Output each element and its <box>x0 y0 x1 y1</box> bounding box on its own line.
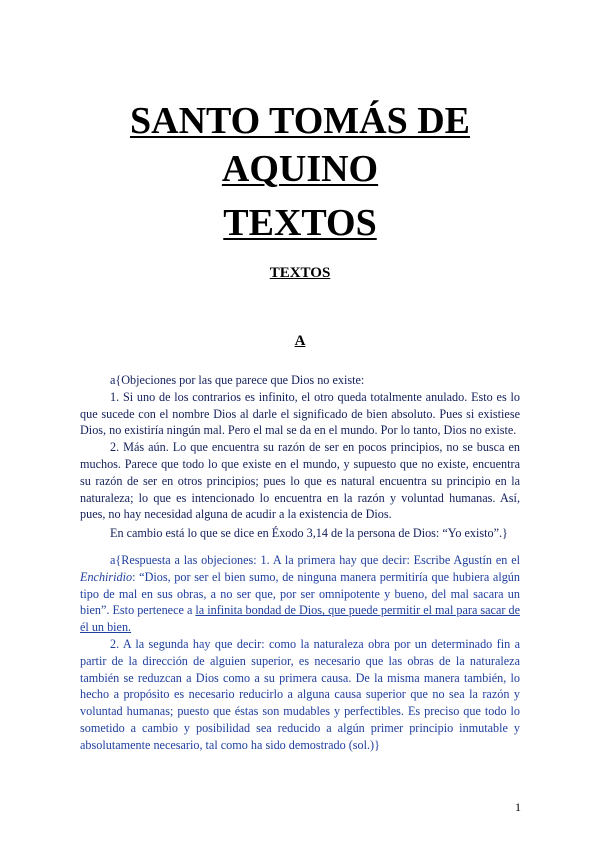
title-line-2: AQUINO <box>221 148 379 190</box>
response-1-link[interactable]: la infinita bondad de Dios, que puede permitir el mal para sacar de él un bien. <box>80 603 520 635</box>
contrary-statement: En cambio está lo que se dice en Éxodo 3,14 de la persona de Dios: “Yo existo”.} <box>110 526 508 540</box>
response-1-middle: : “Dios, por ser el bien sumo, de ninguna manera permitiría que hubiera algún tipo de mal en sus obras, a no ser que, por ser omnipotente y bueno, del mal sacara un bien”. Esto pertenece a <box>80 569 520 618</box>
response-2: 2. A la segunda hay que decir: como la naturaleza obra por un determinado fin a partir de la dirección de alguien superior, es necesario que las obras de la naturaleza también se reduzcan a Dios como a su primera causa. De la misma manera también, lo hecho a propósito es necesario reducirlo a alguna causa superior que no sea la razón y voluntad humanas; puesto que éstas son mudables y perfectibles. Es preciso que todo lo sometido a cambio y posibilidad sea reducido a algún primer principio inmutable y absolutamente necesario, tal como ha sido demostrado (sol.)} <box>80 636 520 752</box>
response-1 <box>80 552 520 636</box>
section-heading: A <box>294 333 306 349</box>
title-line-3: TEXTOS <box>223 202 377 244</box>
objections-intro: a{Objeciones por las que parece que Dios no existe: <box>110 373 365 387</box>
title-line-1: SANTO TOMÁS DE <box>130 100 470 142</box>
subtitle: TEXTOS <box>269 265 331 281</box>
contrary-block <box>80 525 520 542</box>
objections-block <box>80 372 520 523</box>
response-1-work-title: Enchiridio <box>80 569 133 584</box>
objection-2: 2. Más aún. Lo que encuentra su razón de ser en pocos principios, no se busca en muchos. Parece que todo lo que existe en el mundo, y supuesto que no existe, encuentra su razón de ser en otros principios; pues lo que es natural encuentra su principio en la naturaleza; lo que es intencionado lo encuentra en la razón y voluntad humanas. Así, pues, no hay necesidad alguna de acudir a la existencia de Dios. <box>80 440 520 522</box>
page-number: 1 <box>515 800 521 814</box>
objection-1: 1. Si uno de los contrarios es infinito, el otro queda totalmente anulado. Esto es lo que sucede con el nombre Dios al darle el significado de bien absoluto. Pues si existiese Dios, no existiría ningún mal. Pero el mal se da en el mundo. Por lo tanto, Dios no existe. <box>80 389 520 438</box>
responses-block <box>80 552 520 754</box>
response-1-start: a{Respuesta a las objeciones: 1. A la primera hay que decir: Escribe Agustín en el <box>110 553 520 567</box>
